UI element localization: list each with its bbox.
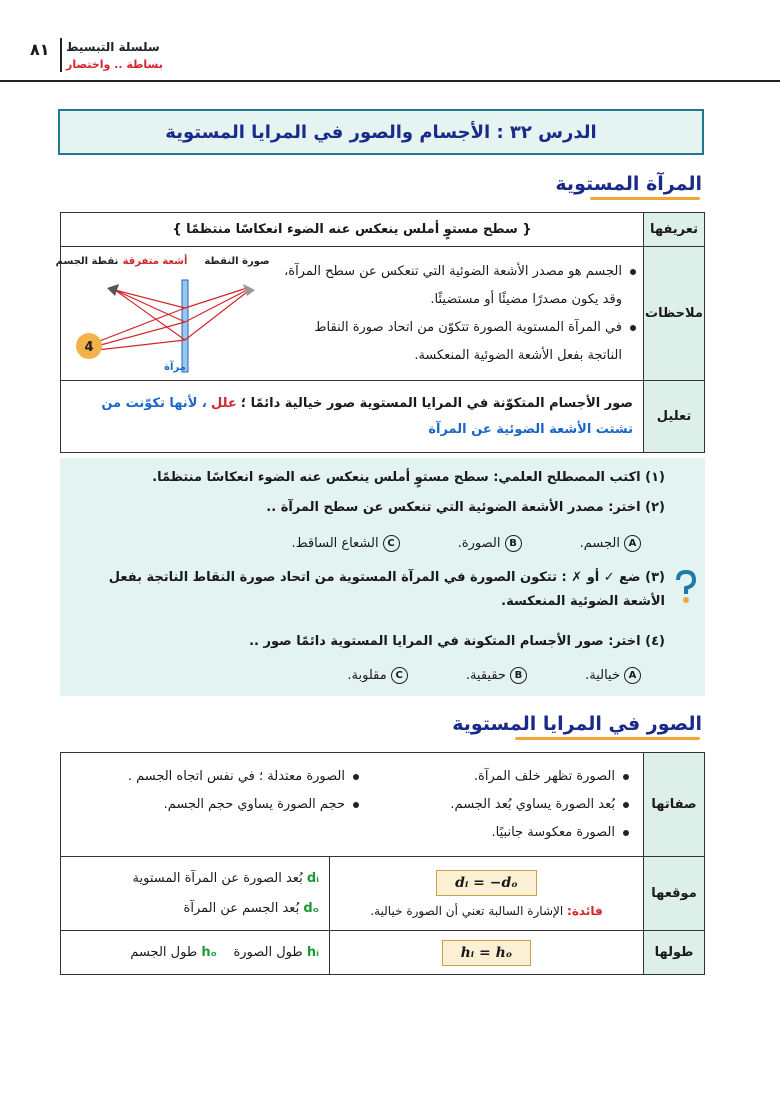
definition-text: { سطح مستوٍ أملس ينعكس عنه الضوء انعكاسًا منتظمًا }: [61, 213, 644, 247]
label-mirror: مرآة: [164, 361, 186, 373]
properties-list-b: [85, 763, 365, 847]
note-label: فائدة:: [567, 903, 603, 918]
def-hi: طول الصورة: [233, 945, 303, 960]
option-key: C: [391, 667, 408, 684]
note-item: الجسم هو مصدر الأشعة الضوئية التي تنعكس عن سطح المرآة، وقد يكون مصدرًا مضيئًا أو مستضيئًا.: [277, 258, 622, 314]
def-do: بُعد الجسم عن المرآة: [183, 900, 300, 916]
position-formula: dᵢ = −dₒ: [436, 870, 537, 896]
option-a[interactable]: [580, 532, 641, 556]
question-mark-icon: [673, 570, 699, 604]
position-formula-cell: [330, 857, 644, 931]
position-defs-cell: [61, 857, 330, 931]
series-title: سلسلة التبسيط: [66, 40, 160, 54]
option-text: الشعاع الساقط.: [291, 536, 379, 551]
header-separator: [60, 38, 62, 72]
option-b[interactable]: [466, 664, 527, 688]
exercise-text: ضع ✓ أو ✗ : تتكون الصورة في المرآة المستوية من اتحاد صورة النقاط الناتجة بفعل الأشعة الضوئية المنعكسة.: [108, 570, 665, 609]
exercise-text: اختر: صور الأجسام المتكونة في المرايا المستوية دائمًا صور ..: [249, 634, 641, 649]
property-item: الصورة معتدلة ؛ في نفس اتجاه الجسم .: [85, 763, 345, 791]
exercise-box: [60, 458, 705, 696]
option-key: A: [624, 667, 641, 684]
option-text: مقلوبة.: [347, 668, 387, 683]
property-item: الصورة تظهر خلف المرآة.: [365, 763, 615, 791]
length-formula: hᵢ = hₒ: [442, 940, 532, 966]
property-item: حجم الصورة يساوي حجم الجسم.: [85, 791, 345, 819]
option-text: حقيقية.: [465, 668, 506, 683]
note-item: في المرآة المستوية الصورة تتكوّن من اتحاد صورة النقاط الناتجة بفعل الأشعة الضوئية المنعكسة.: [277, 314, 622, 370]
symbol-hi: hᵢ: [306, 945, 319, 960]
notes-list: [277, 258, 642, 370]
position-label: موقعها: [644, 857, 705, 931]
images-table: [60, 752, 705, 975]
option-a[interactable]: [585, 664, 641, 688]
symbol-do: dₒ: [303, 900, 319, 916]
exercise-4-options: [293, 664, 641, 688]
section-underline: [590, 197, 700, 200]
note-text: الإشارة السالبة تعني أن الصورة خيالية.: [370, 903, 564, 918]
properties-label: صفاتها: [644, 753, 705, 857]
option-text: الجسم.: [579, 536, 620, 551]
explanation-answer: ، لأنها تكوّنت من تشتت الأشعة الضوئية عن المرآة: [101, 395, 633, 437]
label-object-point: نقطة الجسم: [55, 255, 119, 267]
exercise-text: اختر: مصدر الأشعة الضوئية التي تنعكس عن سطح المرآة ..: [266, 500, 641, 515]
property-item: بُعد الصورة يساوي بُعد الجسم.: [365, 791, 615, 819]
section-underline: [515, 737, 700, 740]
exercise-number: (١): [645, 470, 665, 485]
ray-lines: [97, 288, 247, 350]
exercise-4: [249, 630, 665, 654]
notes-cell: [55, 247, 644, 381]
notes-label: ملاحظات: [644, 247, 705, 381]
label-reflected-rays: أشعة متفرقة: [122, 255, 188, 267]
series-slogan: بساطة .. واختصار: [66, 58, 163, 71]
explanation-cell: [61, 381, 644, 453]
option-b[interactable]: [458, 532, 522, 556]
def-ho: طول الجسم: [130, 945, 198, 960]
option-key: B: [505, 535, 522, 552]
option-c[interactable]: [347, 664, 407, 688]
length-formula-cell: [330, 931, 644, 975]
symbol-di: dᵢ: [306, 870, 319, 886]
length-label: طولها: [644, 931, 705, 975]
page-number: ٨١: [30, 40, 50, 59]
option-text: الصورة.: [457, 536, 501, 551]
symbol-ho: hₒ: [201, 945, 217, 960]
exercise-number: (٤): [645, 634, 665, 649]
explanation-why: علل: [210, 395, 237, 411]
section-title-images: الصور في المرايا المستوية: [452, 713, 702, 735]
exercise-1: [152, 466, 665, 490]
exercise-text: اكتب المصطلح العلمي: سطح مستوٍ أملس ينعكس عنه الضوء انعكاسًا منتظمًا.: [152, 470, 641, 485]
option-text: خيالية.: [585, 668, 620, 683]
properties-cell: [61, 753, 644, 857]
mirror-diagram: [55, 250, 270, 378]
option-c[interactable]: [291, 532, 399, 556]
exercise-2-options: [237, 532, 641, 556]
def-di: بُعد الصورة عن المرآة المستوية: [132, 870, 303, 886]
properties-list-a: [365, 763, 635, 847]
exercise-number: (٣): [645, 570, 665, 585]
option-key: A: [624, 535, 641, 552]
exercise-number: (٢): [645, 500, 665, 515]
explanation-statement: صور الأجسام المتكوّنة في المرايا المستوية صور خيالية دائمًا ؛: [240, 395, 633, 411]
plane-mirror-table: [55, 212, 705, 453]
definition-label: تعريفها: [644, 213, 705, 247]
lesson-title: الدرس ٣٢ : الأجسام والصور في المرايا المستوية: [58, 109, 704, 155]
option-key: C: [383, 535, 400, 552]
option-key: B: [510, 667, 527, 684]
object-number: 4: [84, 339, 94, 355]
label-image-point: صورة النقطة: [204, 255, 270, 267]
exercise-2: [266, 496, 665, 520]
length-defs-cell: [61, 931, 330, 975]
exercise-3: [95, 566, 665, 614]
section-title-plane-mirror: المرآة المستوية: [555, 173, 702, 195]
property-item: الصورة معكوسة جانبيًا.: [365, 819, 615, 847]
header-rule: [0, 80, 780, 82]
explanation-label: تعليل: [644, 381, 705, 453]
mirror-shape: [182, 280, 188, 372]
